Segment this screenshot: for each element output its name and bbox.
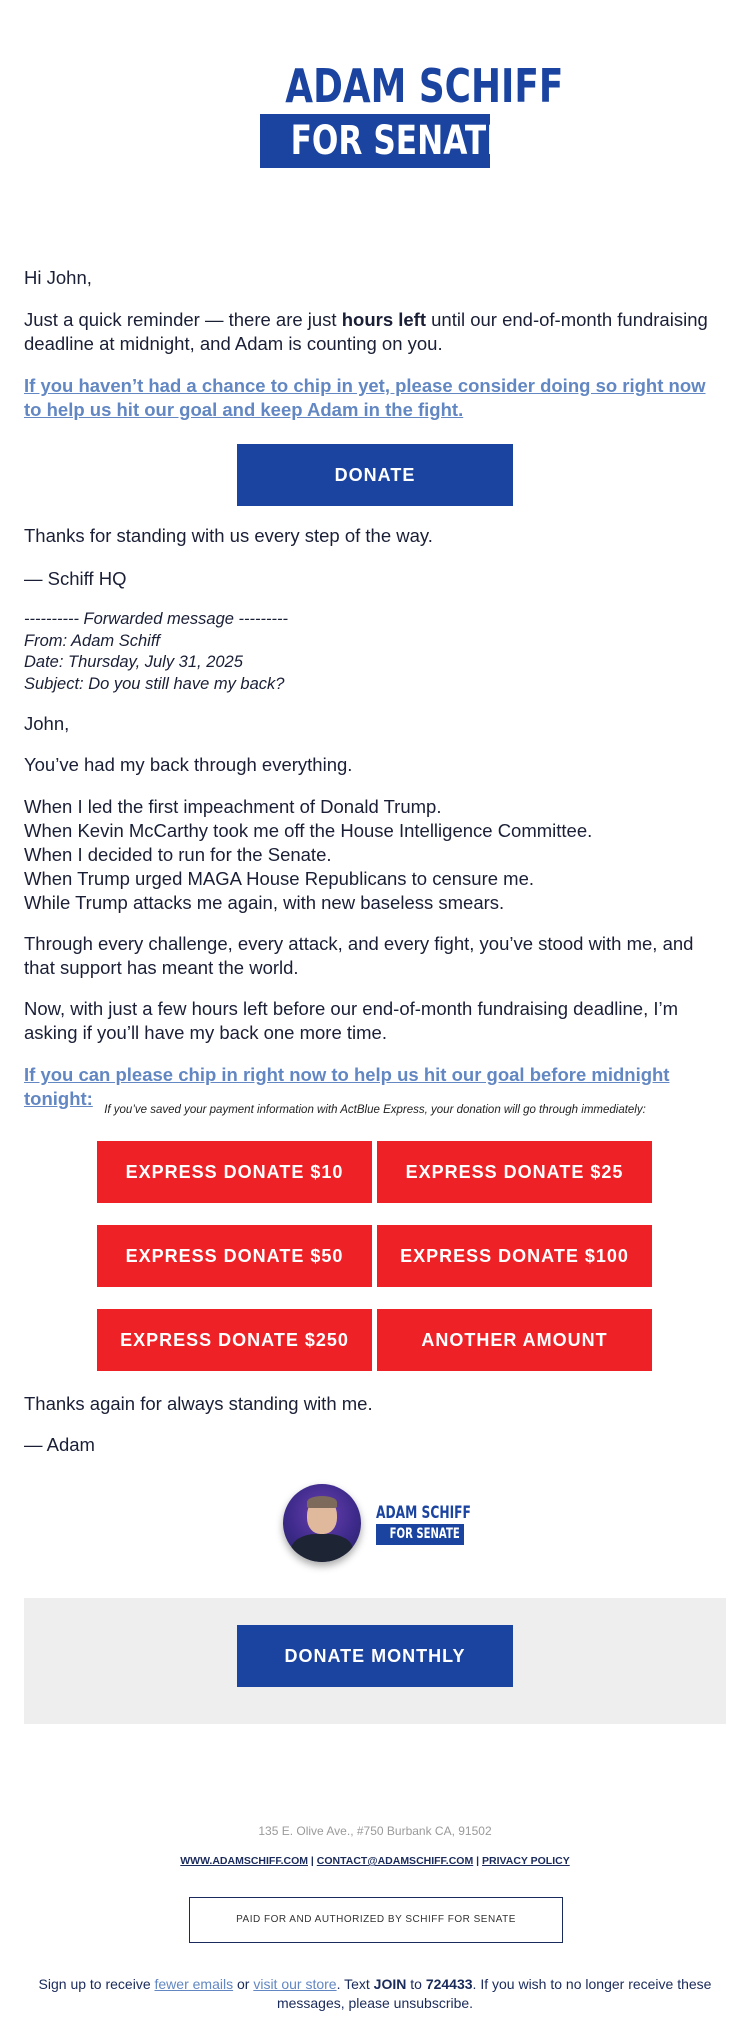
letter-paragraph-3: Now, with just a few hours left before our end-of-month fundraising deadline, I’m asking if you’ll have my back one more time. — [24, 998, 679, 1043]
chip-in-tonight-link[interactable]: If you can please chip in right now to help us hit our goal before midnight tonight: — [24, 1064, 670, 1109]
header-logo — [260, 59, 564, 168]
footer-links: WWW.ADAMSCHIFF.COM | CONTACT@ADAMSCHIFF.COM | PRIVACY POLICY — [180, 1855, 570, 1867]
forwarded-date: Date: Thursday, July 31, 2025 — [24, 653, 243, 671]
express-donate-50-button[interactable]: EXPRESS DONATE $50 — [97, 1225, 372, 1287]
letter-list-item: When Trump urged MAGA House Republicans to censure me. — [24, 868, 535, 889]
express-donate-25-button[interactable]: EXPRESS DONATE $25 — [377, 1141, 652, 1203]
chip-in-link[interactable]: If you haven’t had a chance to chip in yet, please consider doing so right now to help us hit our goal and keep Adam in the fight. — [24, 375, 706, 420]
intro-signoff: — Schiff HQ — [24, 568, 127, 589]
logo-tagline-box — [260, 114, 508, 168]
footer-address: 135 E. Olive Ave., #750 Burbank CA, 91502 — [258, 1824, 492, 1838]
letter-list-item: When Kevin McCarthy took me off the House Intelligence Committee. — [24, 820, 593, 841]
express-donate-250-button[interactable]: EXPRESS DONATE $250 — [97, 1309, 372, 1371]
letter-list-item: When I decided to run for the Senate. — [24, 844, 332, 865]
forwarded-header — [24, 609, 724, 695]
letter-thanks: Thanks again for always standing with me. — [24, 1393, 373, 1414]
signature-logo-name: ADAM SCHIFF — [376, 1503, 471, 1523]
letter-greeting: John, — [24, 713, 70, 734]
logo-tagline: FOR SENATE — [290, 118, 508, 164]
signup-text: Sign up to receive fewer emails or visit our store. Text JOIN to 724433. If you wish to no longer receive these messages, please unsubscribe. — [38, 1976, 712, 2011]
actblue-express-note: If you’ve saved your payment information with ActBlue Express, your donation will go through immediately: — [104, 1104, 646, 1116]
forwarded-from: From: Adam Schiff — [24, 631, 161, 650]
intro-greeting: Hi John, — [24, 267, 92, 288]
forwarded-subject: Subject: Do you still have my back? — [24, 674, 285, 693]
donate-button[interactable]: DONATE — [237, 444, 513, 506]
signature-logo-tagline-box — [376, 1524, 464, 1545]
fewer-emails-link[interactable]: fewer emails — [154, 1976, 234, 1992]
letter-list-item: While Trump attacks me again, with new baseless smears. — [24, 892, 505, 913]
logo-name: ADAM SCHIFF — [285, 59, 564, 113]
letter-list — [24, 795, 724, 915]
letter-signoff: — Adam — [24, 1434, 95, 1455]
privacy-policy-link[interactable]: PRIVACY POLICY — [482, 1855, 570, 1867]
signature-logo — [376, 1503, 471, 1545]
donate-monthly-button[interactable]: DONATE MONTHLY — [237, 1625, 513, 1687]
letter-list-item: When I led the first impeachment of Donald Trump. — [24, 796, 442, 817]
short-code: 724433 — [425, 1976, 473, 1992]
intro-thanks: Thanks for standing with us every step of the way. — [24, 525, 433, 546]
hours-left-emphasis: hours left — [341, 309, 426, 330]
visit-store-link[interactable]: visit our store — [253, 1976, 337, 1992]
contact-email-link[interactable]: CONTACT@ADAMSCHIFF.COM — [316, 1855, 474, 1867]
website-link[interactable]: WWW.ADAMSCHIFF.COM — [180, 1855, 308, 1867]
another-amount-button[interactable]: ANOTHER AMOUNT — [377, 1309, 652, 1371]
join-keyword: JOIN — [373, 1976, 407, 1992]
forwarded-divider: ---------- Forwarded message --------- — [24, 610, 288, 628]
express-donate-10-button[interactable]: EXPRESS DONATE $10 — [97, 1141, 372, 1203]
intro-donate-link-paragraph — [24, 374, 724, 422]
express-donate-100-button[interactable]: EXPRESS DONATE $100 — [377, 1225, 652, 1287]
paid-for-disclaimer: PAID FOR AND AUTHORIZED BY SCHIFF FOR SENATE — [189, 1897, 563, 1943]
letter-paragraph-2: Through every challenge, every attack, and every fight, you’ve stood with me, and that support has meant the world. — [24, 933, 694, 978]
signature-logo-tagline: FOR SENATE — [389, 1526, 460, 1542]
letter-paragraph-1: You’ve had my back through everything. — [24, 754, 353, 775]
intro-paragraph: Just a quick reminder — there are just hours left until our end-of-month fundraising deadline at midnight, and Adam is counting on you. — [24, 309, 708, 354]
adam-schiff-avatar — [283, 1484, 361, 1562]
